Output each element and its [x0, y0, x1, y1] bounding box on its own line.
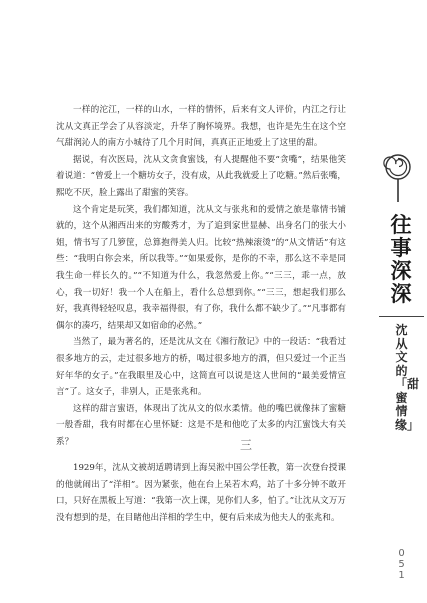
page-number: 051 [398, 548, 405, 581]
body-text-top [56, 102, 346, 450]
section-number: 三 [240, 438, 253, 452]
lollipop-icon [383, 152, 413, 204]
title-divider [379, 316, 424, 317]
paragraph: 当然了，最为著名的，还是沈从文在《湘行散记》中的一段话：“我看过很多地方的云，走过很多地方的桥，喝过很多地方的酒，但只爱过一个正当好年华的女子。”在我眼里及心中，这简直可以说是这人世间的“最美爱情宣言”了。这女子，非别人，正是张兆和。 [56, 337, 346, 398]
chapter-subtitle: 沈从文的「甜蜜情缘」 [395, 323, 420, 432]
chapter-title: 往事深深 [390, 212, 412, 306]
paragraph: 据说，有次医局，沈从文贪食蜜饯，有人提醒他不要“贪嘴”，结果他笑着说道：“曾爱上一个糖坊女子，没有成，从此我就爱上了吃糖。”然后张嘴，熙吃不厌，脸上露出了甜蜜的笑容。 [56, 154, 346, 198]
paragraph: 一样的沱江，一样的山水，一样的情怀，后来有文人评价，内江之行让沈从文真正学会了从容淡定，升华了胸怀境界。我想，也许是先生在这个空气甜润沁人的南方小城待了几个月时间，真真正正地爱上了这里的甜。 [56, 105, 346, 149]
body-text-bottom [56, 460, 346, 526]
paragraph: 1929年，沈从文被胡适聘请到上海吴淞中国公学任教，第一次登台授课的他就闹出了“洋相”。因为紧张，他在台上呆若木鸡，站了十多分钟不敢开口，只好在黑板上写道：“我第一次上课，见你们人多，怕了。”让沈从文万万没有想到的是，在目睹他出洋相的学生中，便有后来成为他夫人的张兆和。 [56, 463, 346, 523]
paragraph: 这个肯定是玩笑，我们都知道，沈从文与张兆和的爱情之旅是靠情书铺就的，这个从湘西出来的穷酸秀才，为了追到家世显赫、出身名门的张大小姐，情书写了几箩筐，总算抱得美人归。比较“热辣滚烫”的“从文情话”有这些：“我明白你会来，所以我等。”“如果爱你，是你的不幸，那么这不幸是同我生命一样长久的。”“不知道为什么，我忽然爱上你。”“三三，乖一点，放心，我一切好！我一个人在船上，看什么总想到你。”“三三，想起我们那么好，我真得轻轻叹息，我幸福得很，有了你，我什么都不缺少了。”“凡事都有偶尔的凑巧，结果却又如宿命的必然。” [56, 204, 346, 331]
paragraph: 这样的甜言蜜语，体现出了沈从文的似水柔情。他的嘴巴就像抹了蜜糖一般香甜，我有时都在心里怀疑：这是不是和他吃了太多的内江蜜饯大有关系？ [56, 403, 346, 447]
